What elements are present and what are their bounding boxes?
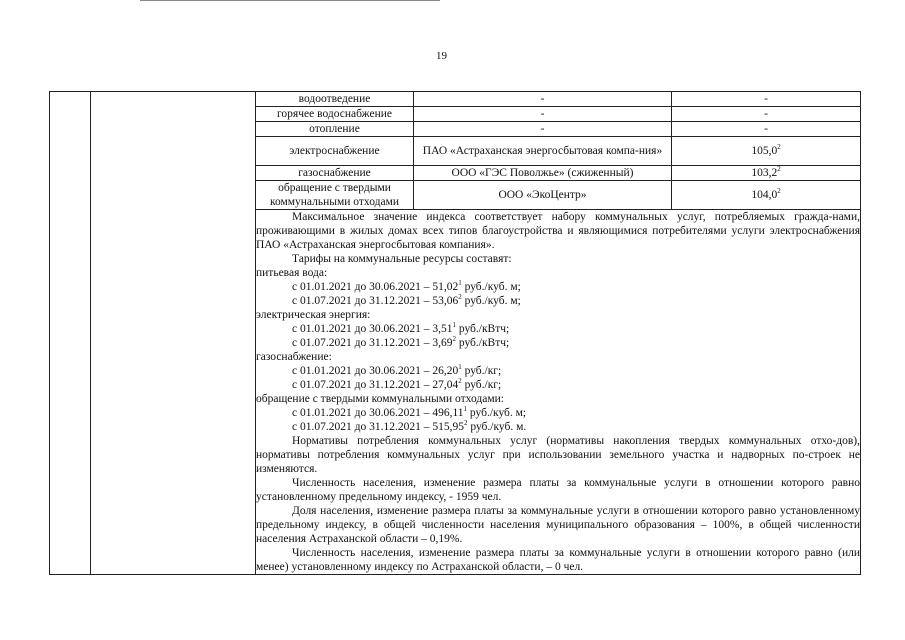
service-cell: обращение с твердыми коммунальными отходами	[256, 181, 414, 210]
description-cell	[256, 210, 861, 575]
group-label: газоснабжение:	[256, 351, 332, 363]
index-cell: 103,2$^2$	[672, 166, 861, 181]
service-cell: отопление	[256, 122, 414, 137]
paragraph: Доля населения, изменение размера платы за коммунальные услуги в отношении которого равно установленному предельному индексу, в общей численности населения муниципального образования – 100%, в общей численности населения Астраханской области – 0,19%.	[256, 505, 860, 545]
service-cell: газоснабжение	[256, 166, 414, 181]
group-label: обращение с твердыми коммунальными отходами:	[256, 393, 504, 405]
service-cell: водоотведение	[256, 92, 414, 107]
rate-line: с 01.07.2021 до 31.12.2021 – 53,06$^2$ руб./куб. м;	[292, 293, 521, 307]
page-number: 19	[436, 50, 447, 62]
index-cell: -	[672, 122, 861, 137]
provider-cell: -	[414, 107, 672, 122]
rate-line: с 01.01.2021 до 30.06.2021 – 51,02$^1$ руб./куб. м;	[292, 279, 521, 293]
index-cell: 104,0$^2$	[672, 181, 861, 210]
rate-line: с 01.07.2021 до 31.12.2021 – 515,95$^2$ руб./куб. м.	[292, 419, 527, 433]
paragraph: Нормативы потребления коммунальных услуг (нормативы накопления твердых коммунальных отхо-дов), нормативы потребления коммунальных услуг при использовании земельного участка и надворных по-строек не изменяются.	[256, 435, 860, 475]
paragraph: Максимальное значение индекса соответствует набору коммунальных услуг, потребляемых гражда-нами, проживающими в жилых домах всех типов благоустройства и являющимися потребителями услуги электроснабжения ПАО «Астраханская энергосбытовая компания».	[256, 211, 860, 251]
empty-cell	[50, 92, 91, 575]
paragraph: Тарифы на коммунальные ресурсы составят:	[292, 253, 512, 265]
paragraph: Численность населения, изменение размера платы за коммунальные услуги в отношении которого равно (или менее) установленному индексу по Астраханской области, – 0 чел.	[256, 547, 860, 573]
group-label: питьевая вода:	[256, 267, 328, 279]
provider-cell: ООО «ГЭС Поволжье» (сжиженный)	[414, 166, 672, 181]
provider-cell: ПАО «Астраханская энергосбытовая компа-ния»	[414, 137, 672, 166]
group-label: электрическая энергия:	[256, 309, 371, 321]
top-rule	[140, 0, 440, 1]
provider-cell: -	[414, 122, 672, 137]
index-cell: 105,0$^2$	[672, 137, 861, 166]
empty-cell	[91, 92, 256, 575]
index-cell: -	[672, 107, 861, 122]
rate-line: с 01.01.2021 до 30.06.2021 – 26,20$^1$ руб./кг;	[292, 363, 502, 377]
rate-line: с 01.07.2021 до 31.12.2021 – 27,04$^2$ руб./кг;	[292, 377, 502, 391]
rate-line: с 01.07.2021 до 31.12.2021 – 3,69$^2$ руб./кВтч;	[292, 335, 510, 349]
paragraph: Численность населения, изменение размера платы за коммунальные услуги в отношении которого равно установленному предельному индексу, - 1959 чел.	[256, 477, 860, 503]
index-table	[49, 91, 861, 575]
rate-line: с 01.01.2021 до 30.06.2021 – 496,11$^1$ руб./куб. м;	[292, 405, 527, 419]
service-cell: электроснабжение	[256, 137, 414, 166]
provider-cell: ООО «ЭкоЦентр»	[414, 181, 672, 210]
table-row	[50, 92, 861, 107]
index-cell: -	[672, 92, 861, 107]
provider-cell: -	[414, 92, 672, 107]
rate-line: с 01.01.2021 до 30.06.2021 – 3,51$^1$ руб./кВтч;	[292, 321, 510, 335]
service-cell: горячее водоснабжение	[256, 107, 414, 122]
